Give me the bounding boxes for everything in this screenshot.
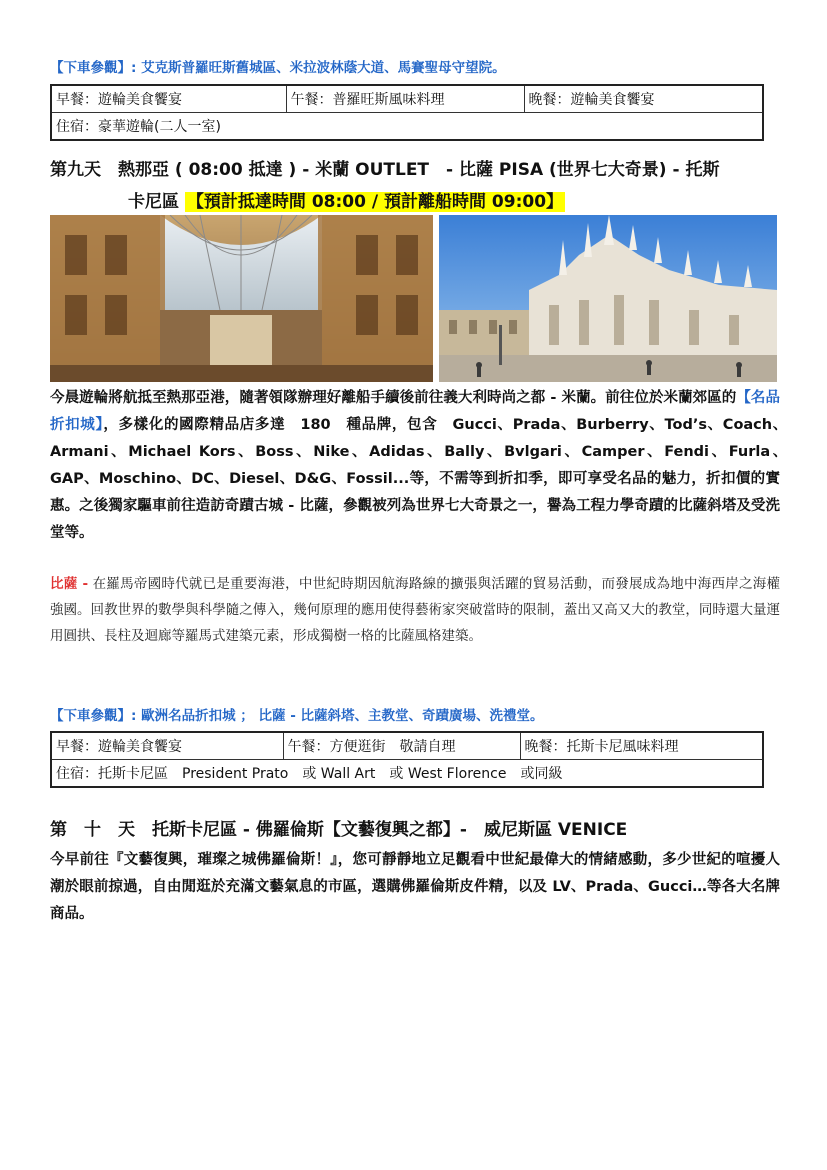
arrival-time-highlight: 【預計抵達時間 08:00 / 預計離船時間 09:00】 (186, 192, 564, 212)
sightseeing-note-text: : 艾克斯普羅旺斯舊城區、米拉波林蔭大道、馬賽聖母守望院。 (131, 60, 506, 76)
cathedral-photo (439, 215, 777, 382)
day9-description-part1: 今晨遊輪將航抵至熱那亞港，隨著領隊辦理好離船手續後前往義大利時尚之都 - 米蘭。前往位於米蘭郊區的 (50, 390, 737, 406)
dinner-cell: 晚餐：遊輪美食饗宴 (524, 85, 763, 113)
pisa-label: 比薩 - (50, 576, 89, 592)
breakfast-cell: 早餐：遊輪美食饗宴 (51, 732, 283, 760)
dinner-cell: 晚餐：托斯卡尼風味料理 (520, 732, 763, 760)
sightseeing-note-label: 【下車參觀】 (50, 60, 131, 76)
cathedral-illustration (439, 215, 777, 382)
meal-table-1 (50, 84, 764, 141)
day10-title: 第 十 天 托斯卡尼區 - 佛羅倫斯【文藝復興之都】- 威尼斯區 VENICE (50, 820, 628, 840)
day9-description-part2: ，多樣化的國際精品店多達 180 種品牌，包含 Gucci、Prada、Burberry、Tod’s、Coach、 Armani、Michael Kors、Boss、Nike、Adidas、Bally、Bvlgari、Camper、Fendi、Furla、 GAP、Moschino、DC、Diesel、D&G、Fossil...等，不需等到折扣季，即可享受名品的魅力，折扣價的實惠。之後獨家驅車前往造訪奇蹟古城 - 比薩，參觀被列為世界七大奇景之一，譽為工程力學奇蹟的比薩斜塔及受洗堂等。 (50, 417, 795, 541)
day9-title-line1: 第九天 熱那亞 ( 08:00 抵達 ) - 米蘭 OUTLET - 比薩 PISA (世界七大奇景) - 托斯 (50, 160, 720, 180)
galleria-illustration (50, 215, 433, 382)
galleria-photo (50, 215, 433, 382)
hotel-cell: 住宿：托斯卡尼區 President Prato 或 Wall Art 或 West Florence 或同級 (51, 760, 763, 788)
lunch-cell: 午餐：普羅旺斯風味料理 (286, 85, 524, 113)
pisa-description (50, 571, 780, 649)
meal-table-2 (50, 731, 764, 788)
lunch-cell: 午餐：方便逛街 敬請自理 (283, 732, 520, 760)
outlet-highlight: 【名品折扣城】 (50, 390, 780, 433)
sightseeing-note-2 (50, 704, 544, 724)
sightseeing-note-label: 【下車參觀】 (50, 708, 131, 724)
sightseeing-note-1 (50, 56, 506, 76)
breakfast-cell: 早餐：遊輪美食饗宴 (51, 85, 286, 113)
day9-description (50, 385, 795, 547)
day9-title-line2 (128, 187, 565, 212)
day10-description: 今早前往『文藝復興，璀璨之城佛羅倫斯！』，您可靜靜地立足觀看中世紀最偉大的情緒感動，多少世紀的喧擾人潮於眼前掠過，自由閒逛於充滿文藝氣息的市區，選購佛羅倫斯皮件精，以及 LV、Prada、Gucci…等各大名牌商品。 (50, 852, 780, 922)
sightseeing-note-text: : 歐洲名品折扣城 ； 比薩 - 比薩斜塔、主教堂、奇蹟廣場、洗禮堂。 (131, 708, 544, 724)
day9-title-region: 卡尼區 (128, 192, 179, 212)
hotel-cell: 住宿：豪華遊輪(二人一室) (51, 113, 763, 141)
pisa-text: 在羅馬帝國時代就已是重要海港，中世紀時期因航海路線的擴張與活躍的貿易活動，而發展成為地中海西岸之海權強國。回教世界的數學與科學隨之傳入，幾何原理的應用使得藝術家突破當時的限制，蓋出又高又大的教堂，同時還大量運用圓拱、長柱及迴廊等羅馬式建築元素，形成獨樹一格的比薩風格建築。 (50, 576, 780, 644)
